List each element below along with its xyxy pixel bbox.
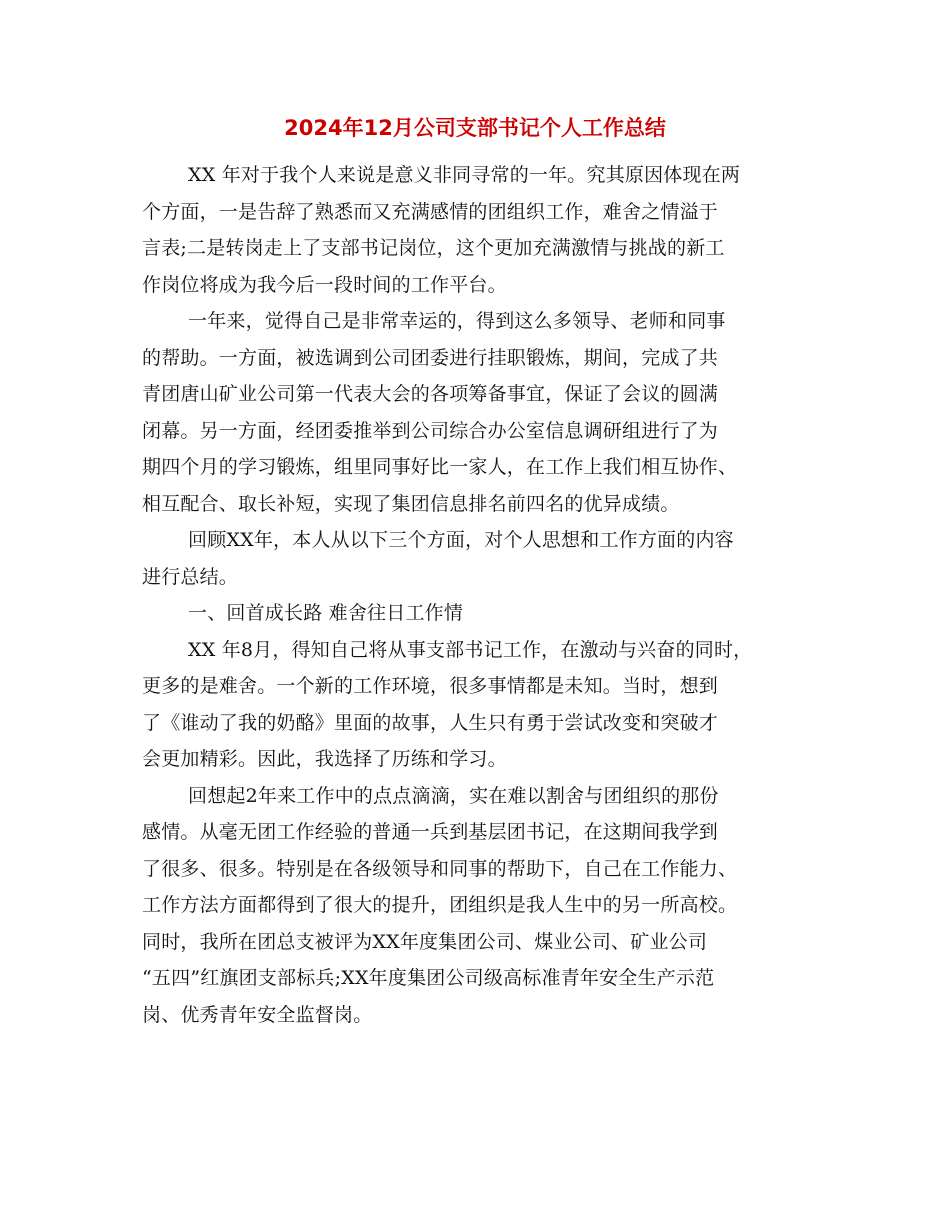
document-body: [142, 157, 812, 1033]
text-line: “五四”红旗团支部标兵;XX年度集团公司级高标准青年安全生产示范: [142, 967, 715, 989]
text-line: 进行总结。: [142, 565, 239, 588]
document-title: 2024年12月公司支部书记个人工作总结: [284, 116, 666, 140]
text-line: 了《谁动了我的奶酪》里面的故事，人生只有勇于尝试改变和突破才: [142, 711, 719, 734]
text-line: XX 年对于我个人来说是意义非同寻常的一年。究其原因体现在两: [188, 164, 741, 186]
text-line: 了很多、很多。特别是在各级领导和同事的帮助下，自己在工作能力、: [142, 857, 738, 880]
text-line: 的帮助。一方面，被选调到公司团委进行挂职锻炼，期间，完成了共: [142, 346, 719, 369]
text-line: 会更加精彩。因此，我选择了历练和学习。: [142, 748, 507, 770]
text-line: 岗、优秀青年安全监督岗。: [142, 1003, 373, 1026]
text-line: 个方面，一是告辞了熟悉而又充满感情的团组织工作，难舍之情溢于: [142, 200, 719, 223]
text-line: XX 年8月，得知自己将从事支部书记工作，在激动与兴奋的同时，: [188, 638, 753, 661]
text-line: 期四个月的学习锻炼，组里同事好比一家人，在工作上我们相互协作、: [142, 456, 738, 478]
text-line: 相互配合、取长补短，实现了集团信息排名前四名的优异成绩。: [142, 492, 680, 515]
text-line: 作岗位将成为我今后一段时间的工作平台。: [142, 273, 507, 296]
text-line: 同时，我所在团总支被评为XX年度集团公司、煤业公司、矿业公司: [142, 930, 708, 953]
text-line: 一年来，觉得自己是非常幸运的，得到这么多领导、老师和同事: [188, 310, 726, 332]
text-line: 闭幕。另一方面，经团委推举到公司综合办公室信息调研组进行了为: [142, 419, 719, 442]
section-heading: 一、回首成长路 难舍往日工作情: [188, 602, 464, 624]
text-line: 更多的是难舍。一个新的工作环境，很多事情都是未知。当时，想到: [142, 675, 719, 697]
text-line: 言表;二是转岗走上了支部书记岗位，这个更加充满激情与挑战的新工: [142, 237, 725, 259]
text-line: 工作方法方面都得到了很大的提升，团组织是我人生中的另一所高校。: [142, 894, 738, 916]
text-line: 感情。从毫无团工作经验的普通一兵到基层团书记，在这期间我学到: [142, 821, 719, 843]
text-line: 回想起2年来工作中的点点滴滴，实在难以割舍与团组织的那份: [188, 784, 719, 807]
text-line: 青团唐山矿业公司第一代表大会的各项筹备事宜，保证了会议的圆满: [142, 383, 719, 405]
text-line: 回顾XX年，本人从以下三个方面，对个人思想和工作方面的内容: [188, 529, 734, 551]
